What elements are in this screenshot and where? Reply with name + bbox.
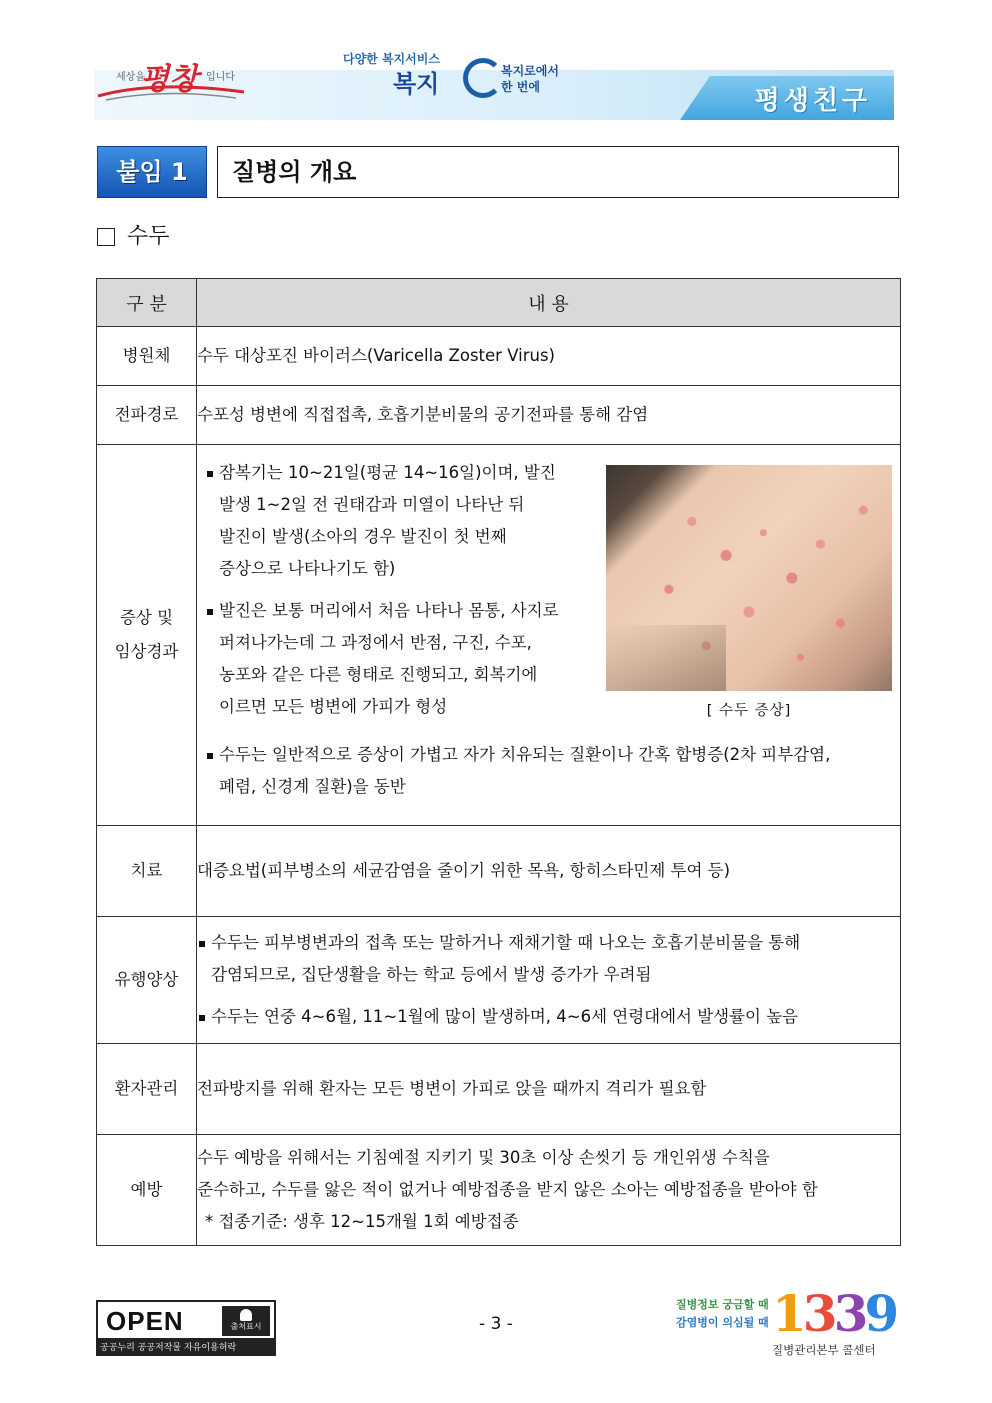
row-label-patient: 환자관리 — [97, 1044, 197, 1135]
prevention-l2: 준수하고, 수두를 앓은 적이 없거나 예방접종을 받지 않은 소아는 예방접종을 받아야 함 — [197, 1180, 818, 1199]
table-row — [97, 1044, 901, 1135]
symptoms-b1-l3: 발진이 발생(소아의 경우 발진이 첫 번째 — [219, 527, 507, 546]
row-text-patient: 전파방지를 위해 환자는 모든 병변이 가피로 앉을 때까지 격리가 필요함 — [197, 1044, 901, 1135]
cc-name: 질병관리본부 콜센터 — [772, 1343, 876, 1357]
table-row — [97, 826, 901, 917]
bokjiro-main: 복지 — [393, 70, 440, 98]
page-header — [0, 0, 992, 125]
cc-digit: 3 — [833, 1284, 865, 1343]
cc-number — [772, 1284, 895, 1343]
bokjiro-sub: 다양한 복지서비스 — [343, 52, 440, 66]
open-text: OPEN — [106, 1306, 184, 1336]
symptoms-b2-l4: 이르면 모든 병변에 가피가 형성 — [219, 697, 448, 716]
kcdc-callcenter-logo — [676, 1286, 896, 1366]
symptoms-b1-l4: 증상으로 나타나기도 함) — [219, 559, 396, 578]
list-item — [205, 595, 593, 723]
disease-heading — [97, 222, 170, 252]
table-row — [97, 327, 901, 386]
symptoms-b1-l1: 잠복기는 10~21일(평균 14~16일)이며, 발진 — [219, 463, 556, 482]
logo-left-small: 세상을 — [116, 72, 145, 83]
photo-caption: [ 수두 증상] — [706, 703, 792, 719]
table-row — [97, 386, 901, 445]
table-row — [97, 445, 901, 826]
list-item — [197, 927, 900, 991]
symptoms-label-line2: 임상경과 — [114, 642, 179, 661]
epidemic-b1-l2: 감염되므로, 집단생활을 하는 학교 등에서 발생 증가가 우려됨 — [211, 965, 652, 984]
row-content-epidemic — [197, 917, 901, 1044]
checkbox-icon — [97, 228, 115, 246]
epidemic-b1-l1: 수두는 피부병변과의 접촉 또는 말하거나 재채기할 때 나오는 호흡기분비물을 통해 — [211, 933, 801, 952]
row-text-treatment: 대증요법(피부병소의 세균감염을 줄이기 위한 목욕, 항히스타민제 투여 등) — [197, 826, 901, 917]
cc-digit: 3 — [802, 1284, 834, 1343]
symptoms-b2-l2: 퍼져나가는데 그 과정에서 반점, 구진, 수포, — [219, 633, 532, 652]
symptoms-b3-l1: 수두는 일반적으로 증상이 가볍고 자가 치유되는 질환이나 간혹 합병증(2차 피부감염, — [219, 745, 831, 764]
row-text-transmission: 수포성 병변에 직접접촉, 호흡기분비물의 공기전파를 통해 감염 — [197, 386, 901, 445]
cc-line2: 감염병이 의심될 때 — [676, 1316, 769, 1329]
symptoms-bullets — [205, 457, 593, 723]
list-item — [205, 457, 593, 585]
symptoms-b2-l1: 발진은 보통 머리에서 처음 나타나 몸통, 사지로 — [219, 601, 559, 620]
logo-left-tail: 입니다 — [206, 72, 235, 83]
row-label-symptoms — [97, 445, 197, 826]
header-title: 평생친구 — [754, 86, 872, 116]
row-content-symptoms — [197, 445, 901, 826]
header-category: 구 분 — [97, 279, 197, 327]
photo-shading — [606, 625, 726, 691]
table-row — [97, 1135, 901, 1246]
logo-left-big: 평창 — [140, 62, 198, 97]
cc-digit: 1 — [772, 1284, 803, 1343]
open-box — [96, 1300, 276, 1340]
attribution-label: 출처표시 — [230, 1322, 262, 1331]
section-title: 질병의 개요 — [217, 146, 899, 198]
attribution-badge — [222, 1306, 270, 1336]
table-header-row — [97, 279, 901, 327]
person-icon — [240, 1309, 252, 1321]
symptoms-label-line1: 증상 및 — [119, 608, 174, 627]
list-item — [197, 1001, 900, 1033]
row-label-pathogen: 병원체 — [97, 327, 197, 386]
header-content: 내 용 — [197, 279, 901, 327]
disease-table — [96, 278, 901, 1246]
bokjiro-side2: 한 번에 — [501, 80, 540, 94]
symptoms-b3-l2: 폐렴, 신경계 질환)을 동반 — [219, 777, 406, 796]
kogl-open-logo — [96, 1300, 276, 1356]
row-content-prevention — [197, 1135, 901, 1246]
disease-name: 수두 — [127, 224, 170, 249]
bokjiro-logo — [343, 50, 563, 110]
row-label-epidemic: 유행양상 — [97, 917, 197, 1044]
epidemic-b2-l1: 수두는 연중 4~6월, 11~1월에 많이 발생하며, 4~6세 연령대에서 발생률이 높음 — [211, 1007, 799, 1026]
table-row — [97, 917, 901, 1044]
list-item — [205, 739, 907, 803]
row-label-transmission: 전파경로 — [97, 386, 197, 445]
open-bar: 공공누리 공공저작물 자유이용허락 — [96, 1340, 276, 1356]
attachment-badge: 붙임 1 — [97, 146, 207, 198]
prevention-l1: 수두 예방을 위해서는 기침예절 지키기 및 30초 이상 손씻기 등 개인위생 수칙을 — [197, 1148, 770, 1167]
cc-line1: 질병정보 궁금할 때 — [676, 1298, 769, 1311]
page-number: - 3 - — [479, 1314, 513, 1334]
row-text-pathogen: 수두 대상포진 바이러스(Varicella Zoster Virus) — [197, 327, 901, 386]
row-label-prevention: 예방 — [97, 1135, 197, 1246]
cc-digit: 9 — [864, 1284, 896, 1343]
ring-icon — [463, 58, 503, 98]
symptoms-b2-l3: 농포와 같은 다른 형태로 진행되고, 회복기에 — [219, 665, 538, 684]
pyeongchang-logo — [96, 48, 246, 108]
row-label-treatment: 치료 — [97, 826, 197, 917]
bokjiro-side1: 복지로에서 — [501, 64, 559, 78]
prevention-note: * 접종기준: 생후 12~15개월 1회 예방접종 — [205, 1212, 519, 1231]
symptoms-b1-l2: 발생 1~2일 전 권태감과 미열이 나타난 뒤 — [219, 495, 525, 514]
